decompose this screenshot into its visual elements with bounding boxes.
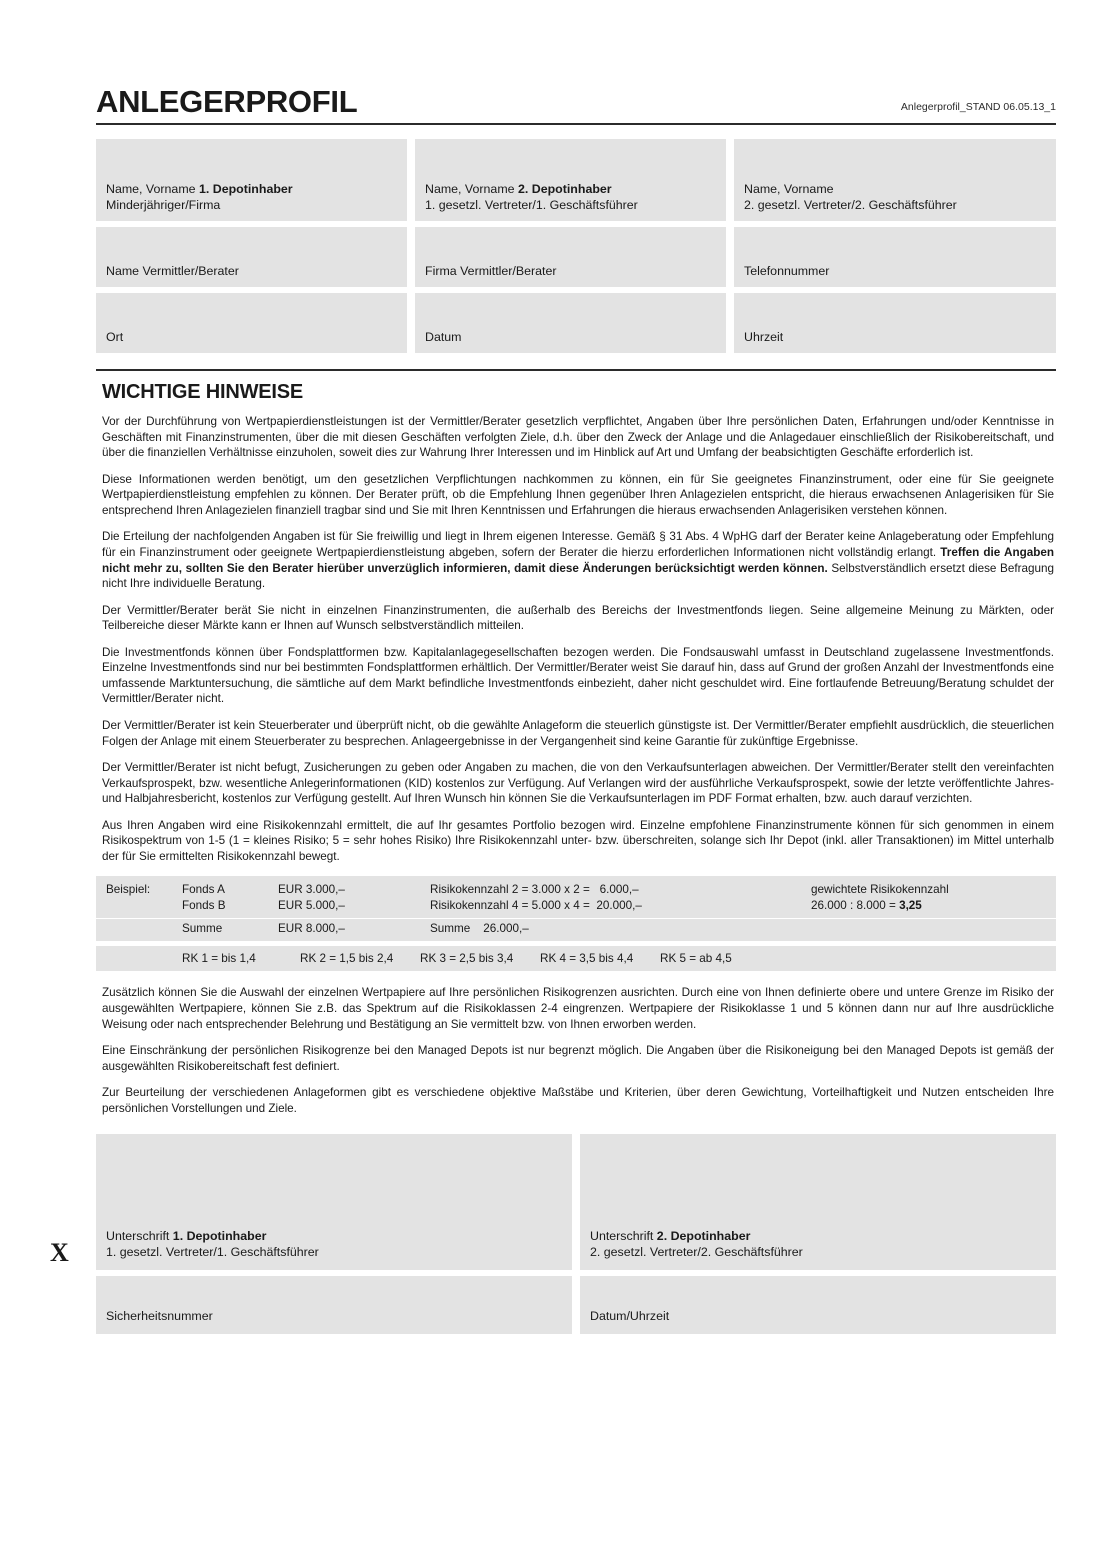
risk-class-1: RK 1 = bis 1,4 [182, 952, 256, 966]
example-block [96, 876, 1056, 942]
signature-label-sub: 1. gesetzl. Vertreter/1. Geschäftsführer [106, 1245, 319, 1260]
example-fund-name: Fonds A [182, 882, 225, 896]
document-version-stamp: Anlegerprofil_STAND 06.05.13_1 [900, 101, 1056, 113]
field-label-plain: Datum/Uhrzeit [590, 1309, 670, 1324]
field-datum-uhrzeit[interactable] [580, 1276, 1056, 1334]
field-telefonnummer[interactable] [734, 227, 1056, 287]
field-label-plain: Firma Vermittler/Berater [425, 263, 557, 278]
paragraph-3 [102, 529, 1054, 591]
signature-label-bold: 1. Depotinhaber [172, 1229, 267, 1244]
field-label [425, 330, 462, 346]
paragraph-8: Aus Ihren Angaben wird eine Risikokennzahl ermittelt, die auf Ihr gesamtes Portfolio bezogen wird. Einzelne empfohlene Finanzinstrumente können für sich genommen in einem Risikospektrum von 1-5 (1 = kleines Risiko; 5 = sehr hohes Risiko) Ihre Risikokennzahl unter- bzw. überschreiten, solange sich Ihr Depot (inkl. aller Transaktionen) im Mittel unterhalb der für Sie ermittelten Risikokennzahl bewegt. [102, 818, 1054, 863]
signature-row-secondary [96, 1276, 1056, 1334]
example-sum-row-wrap [96, 918, 1056, 935]
document-content [50, 84, 1056, 1340]
field-label-plain: Datum [425, 329, 462, 344]
risk-class-2: RK 2 = 1,5 bis 2,4 [300, 952, 394, 966]
example-calc-result: 20.000,– [596, 899, 642, 913]
form-fields [96, 139, 1056, 353]
example-calc-text: Risikokennzahl 2 = 3.000 x 2 = [430, 882, 590, 896]
risk-class-3: RK 3 = 2,5 bis 3,4 [420, 952, 514, 966]
spacer [811, 922, 1046, 935]
paragraph-10: Eine Einschränkung der persönlichen Risikogrenze bei den Managed Depots ist nur begrenzt möglich. Die Angaben über die Risikoneigung bei den Managed Depots ist gemäß der ausgewählten Risikobereitschaft fest definiert. [102, 1044, 1054, 1073]
signature-label-plain: Unterschrift [106, 1229, 173, 1244]
field-vertreter-2[interactable] [734, 139, 1056, 221]
field-firma-vermittler[interactable] [415, 227, 726, 287]
risk-class-legend [96, 946, 1056, 971]
paragraph-6: Der Vermittler/Berater ist kein Steuerberater und überprüft nicht, ob die gewählte Anlageform die steuerlich günstigste ist. Der Vermittler/Berater empfiehlt ausdrücklich, die steuerlichen Folgen der Anlage mit einem Steuerberater zu besprechen. Anlageergebnisse in der Vergangenheit sind keine Garantie für zukünftige Ergebnisse. [102, 719, 1054, 748]
paragraph-9: Zusätzlich können Sie die Auswahl der einzelnen Wertpapiere auf Ihre persönlichen Risikogrenzen ausrichten. Durch eine von Ihnen definierte obere und untere Grenze im Risiko der ausgewählten Wertpapiere, können Sie z.B. das Spektrum auf die Risikoklassen 2-4 eingrenzen. Wertpapiere der Risikoklasse 1 und 5 können dann nur auf Ihre ausdrückliche Weisung oder nach entsprechender Belehrung und Bestätigung an Sie vermittelt bzw. von Ihnen erworben werden. [102, 986, 1054, 1031]
field-label [106, 182, 293, 213]
section-title: WICHTIGE HINWEISE [102, 381, 304, 403]
signature-label [106, 1228, 319, 1260]
field-label-plain: Name, Vorname [106, 182, 199, 196]
field-label [744, 264, 829, 280]
risk-class-4: RK 4 = 3,5 bis 4,4 [540, 952, 634, 966]
example-sum-result [430, 922, 811, 935]
example-sum-amount: EUR 8.000,– [278, 922, 345, 936]
signature-area [50, 1134, 1056, 1334]
weighted-risk-number: 3,25 [899, 899, 922, 913]
example-fund-calc [430, 882, 811, 899]
field-label [425, 264, 557, 280]
example-calc-result: 6.000,– [599, 882, 639, 896]
signature-label [590, 1228, 803, 1260]
field-label [106, 1308, 213, 1324]
example-calc-text: Risikokennzahl 4 = 5.000 x 4 = [430, 899, 590, 913]
example-fund-amount: EUR 3.000,– [278, 882, 345, 896]
field-label-sub: 2. gesetzl. Vertreter/2. Geschäftsführer [744, 197, 957, 212]
table-row [96, 882, 1056, 899]
table-row [96, 922, 1056, 935]
paragraph-5: Die Investmentfonds können über Fondsplattformen bzw. Kapitalanlagegesellschaften bezogen werden. Die Fondsauswahl umfasst in Deutschland zugelassene Investmentfonds. Einzelne Investmentfonds sind nur bei bestimmten Fondsplattformen erhältlich. Der Vermittler/Berater weist Sie darauf hin, dass auf Grund der großen Anzahl der Investmentfonds eine umfassende Marktuntersuchung, die sämtliche auf dem Markt befindliche Investmentfonds einbezieht, daher nicht geschuldet wird. Eine fortlaufende Betreuung/Beratung schuldet der Vermittler/Berater nicht. [102, 645, 1054, 706]
example-sum-label-2: Summe [430, 922, 471, 936]
signature-row [96, 1134, 1056, 1270]
signature-label-sub: 2. gesetzl. Vertreter/2. Geschäftsführer [590, 1245, 803, 1260]
field-label [744, 330, 783, 346]
field-depotinhaber-2[interactable] [415, 139, 726, 221]
signature-box-depotinhaber-2[interactable] [580, 1134, 1056, 1270]
field-row-ort-datum [96, 293, 1056, 353]
field-label [744, 182, 957, 213]
notice-text-body-2 [96, 985, 1056, 1116]
paragraph-2: Diese Informationen werden benötigt, um den gesetzlichen Verpflichtungen nachkommen zu können, ein für Sie geeignetes Finanzinstrument, oder eine für Sie geeignete Wertpapierdienstleistung empfehlen zu können. Der Berater prüft, ob die Empfehlung Ihnen gegenüber Ihren Anlagezielen entspricht, die hieraus erwachsenen Anlagerisiken für Sie entsprechend Ihren Anlagezielen finanziell tragbar sind und Sie mit Ihren Kenntnissen und Erfahrungen die hieraus erwachsenden Anlagerisiken verstehen können. [102, 472, 1054, 517]
field-depotinhaber-1[interactable] [96, 139, 407, 221]
field-label-plain: Sicherheitsnummer [106, 1309, 213, 1324]
paragraph-3-part-b: Selbstverständlich ersetzt diese Befragung nicht Ihre individuelle Beratung. [102, 561, 1054, 591]
field-label-plain: Ort [106, 329, 124, 344]
field-row-names [96, 139, 1056, 221]
field-label [590, 1308, 669, 1324]
field-label-bold: 1. Depotinhaber [198, 182, 293, 196]
example-fund-calc [430, 898, 811, 915]
field-datum[interactable] [415, 293, 726, 353]
field-label-sub: 1. gesetzl. Vertreter/1. Geschäftsführer [425, 197, 638, 212]
paragraph-4: Der Vermittler/Berater berät Sie nicht in einzelnen Finanzinstrumenten, die außerhalb des Bereichs der Investmentfonds liegen. Seine allgemeine Meinung zu Märkten, oder Teilbereiche dieser Märkte kann er Ihnen auf Wunsch selbstverständlich mitteilen. [102, 603, 1054, 633]
field-row-vermittler [96, 227, 1056, 287]
weighted-risk-value [811, 898, 1046, 915]
paragraph-11: Zur Beurteilung der verschiedenen Anlageformen gibt es verschiedene objektive Maßstäbe und Kriterien, über deren Gewichtung, Vorteilhaftigkeit und Nutzen entscheiden Ihre persönlichen Vorstellungen und Ziele. [102, 1086, 1054, 1115]
example-fund-amount: EUR 5.000,– [278, 899, 345, 913]
notice-text-body [96, 414, 1056, 865]
example-calculation-table [96, 876, 1056, 972]
weighted-risk-title: gewichtete Risikokennzahl [811, 882, 949, 896]
field-label [106, 264, 239, 280]
field-sicherheitsnummer[interactable] [96, 1276, 572, 1334]
paragraph-3-part-a: Die Erteilung der nachfolgenden Angaben ist für Sie freiwillig und liegt in Ihrem eigenen Interesse. Gemäß § 31 Abs. 4 WpHG darf der Berater keine Anlageberatung oder Empfehlung für ein Finanzinstrument oder geeignete Wertpapierdienstleistung abgeben, sofern der Berater die hierzu erforderlichen Informationen nicht vollständig erlangt. [102, 530, 1054, 559]
field-label-plain: Uhrzeit [744, 329, 784, 344]
example-fund-name: Fonds B [182, 899, 226, 913]
field-label-plain: Name, Vorname [425, 182, 518, 196]
example-label: Beispiel: [106, 882, 151, 896]
spacer [106, 922, 182, 935]
signature-label-plain: Unterschrift [590, 1229, 657, 1244]
paragraph-3-emphasis: Treffen die Angaben nicht mehr zu, sollten Sie den Berater hierüber unverzüglich informieren, damit diese Änderungen berücksichtigt werden können. [102, 545, 1054, 575]
document-header [96, 86, 1056, 125]
page-title: ANLEGERPROFIL [96, 84, 358, 119]
table-row [96, 898, 1056, 915]
example-sum-label: Summe [182, 922, 223, 936]
signature-x-mark: X [50, 1238, 69, 1268]
field-label [106, 330, 123, 346]
risk-class-5: RK 5 = ab 4,5 [660, 952, 732, 966]
field-label-sub: Minderjähriger/Firma [106, 197, 221, 212]
weighted-risk-calc: 26.000 : 8.000 = [811, 899, 900, 913]
field-label-plain: Name, Vorname [744, 182, 834, 196]
field-label-bold: 2. Depotinhaber [517, 182, 612, 196]
signature-label-bold: 2. Depotinhaber [656, 1229, 751, 1244]
section-header-wichtige-hinweise [96, 369, 1056, 404]
paragraph-7: Der Vermittler/Berater ist nicht befugt, Zusicherungen zu geben oder Angaben zu machen, die von den Verkaufsunterlagen abweichen. Der Vermittler/Berater stellt den vereinfachten Verkaufsprospekt, bzw. wesentliche Anlegerinformationen (KID) kostenlos zur Verfügung. Auf Verlangen wird der ausführliche Verkaufsprospekt, sowie der letzte veröffentlichte Jahres- und Halbjahresbericht, kostenlos zur Verfügung gestellt. Auf Ihren Wunsch hin können Sie die Verkaufsunterlagen im PDF Format erhalten, bzw. auch darauf verzichten. [102, 761, 1054, 806]
field-label [425, 182, 638, 213]
example-sum-total: 26.000,– [483, 922, 529, 936]
paragraph-1: Vor der Durchführung von Wertpapierdienstleistungen ist der Vermittler/Berater gesetzlich verpflichtet, Angaben über Ihre persönlichen Daten, Erfahrungen und/oder Kenntnisse in Geschäften mit Finanzinstrumenten, über die mit diesen Geschäften verfolgten Ziele, d.h. über den Zweck der Anlage und die Anlagedauer einschließlich der Risikobereitschaft, und über die finanziellen Verhältnisse einzuholen, soweit dies zur Wahrung Ihrer Interessen und im Hinblick auf Art und Umfang der beabsichtigten Geschäfte erforderlich ist. [102, 415, 1054, 460]
field-name-vermittler[interactable] [96, 227, 407, 287]
field-ort[interactable] [96, 293, 407, 353]
field-uhrzeit[interactable] [734, 293, 1056, 353]
field-label-plain: Telefonnummer [744, 263, 830, 278]
field-label-plain: Name Vermittler/Berater [106, 263, 239, 278]
signature-box-depotinhaber-1[interactable] [96, 1134, 572, 1270]
